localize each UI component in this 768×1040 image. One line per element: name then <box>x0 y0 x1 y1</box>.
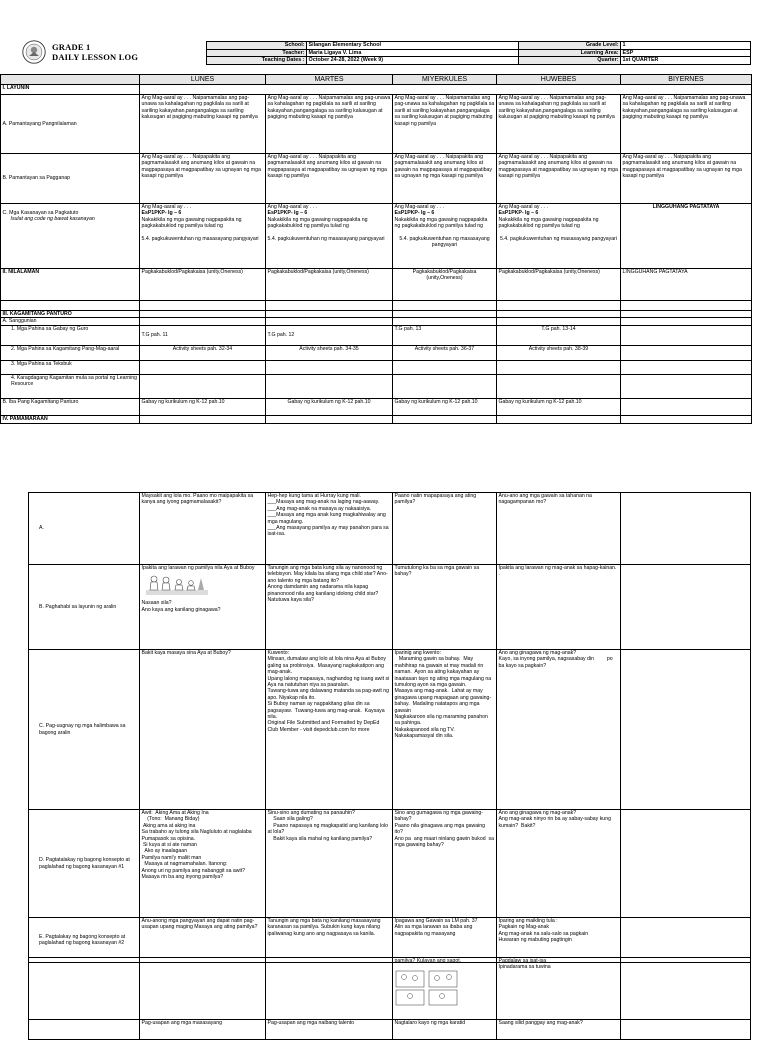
cell-wed: Ang Mag-aaral ay . . . Naipamamalas ang pag-unawa sa kahalagahan ng pagkilala sa sarili at sariling kakayahan,pangangalaga sa sariling kalusugan at pagiging mabuting kasapi ng pamilya <box>393 95 497 154</box>
row-label: 2. Mga Pahina sa Kagamitang Pang-Mag-aaral <box>1 345 140 360</box>
cell-wed: Ipagawa ang Gawain sa LM pah. 37 Alin sa mga larawan sa ibaba ang nagpapakita ng masayang <box>393 918 497 963</box>
row-pagtatalakay-2 <box>29 918 751 963</box>
cell-fri: LINGGUHANG PAGTATAYA <box>621 204 752 269</box>
row-blank <box>1 301 752 311</box>
item: 5.4. pagkukuwentuhan ng masasayang pangyayari <box>141 235 259 242</box>
cell-mon: Awit: Aking Ama at Aking Ina (Tono: Manang Biday) Aking ama at aking ina Sa trabaho ay tulong sila Nagluluto at naglalaba Pumapasok sa opisina. Si kuya at si ate naman Ako ay inaalagaan Pamilya nami'y maliit man Masaya at nagmamahalan. Itanong: Anong uri ng pamilya ang nabanggit sa awit? Masaya rin ba ang inyong pamilya? <box>140 810 266 918</box>
text: pamilya? Kulayan ang sagot. <box>394 958 462 964</box>
cell-wed: T.G pah. 13 <box>393 325 497 345</box>
row-label: B. Iba Pang Kagamitang Panturo <box>1 398 140 415</box>
row-karagdagang-kagamitan <box>1 374 752 398</box>
day-thursday: HUWEBES <box>497 75 621 85</box>
teacher-label: Teacher: <box>207 49 307 57</box>
section-title: III. KAGAMITANG PANTURO <box>1 311 140 318</box>
day-friday: BIYERNES <box>621 75 752 85</box>
cell-mon <box>140 204 266 269</box>
cell-thu: T.G pah. 13-14 <box>497 325 621 345</box>
cell-tue: Ang Mag-aaral ay . . . Naipamamalas ang pag-unawa sa kahalagahan ng pagkilala sa sarili at sariling kakayahan,pangangalaga sa sariling kalusugan at pagiging mabuting kasapi ng pamilya <box>266 95 393 154</box>
cell-tue: Pagkakabuklod/Pagkakaisa (unity,Oneness) <box>266 269 393 301</box>
family-illustration <box>146 574 264 598</box>
label-text: C. Mga Kasanayan sa Pagkatuto <box>2 210 79 216</box>
cell-wed: Gabay ng kurikulum ng K-12 pah.10 <box>393 398 497 415</box>
cell-fri: LINGGUHANG PAGTATAYA <box>621 269 752 301</box>
cell-fri: Ang Mag-aaral ay . . . Naipamamalas ang pag-unawa sa kahalagahan ng pagkilala sa sarili at sariling kakayahan,pangangalaga sa sariling kalusugan at pagiging mabuting kasapi ng pamilya <box>621 95 752 154</box>
cell-wed <box>393 204 497 269</box>
cell-wed: Pagkakabuklod/Pagkakaisa (unity,Oneness) <box>393 269 497 301</box>
corner-cell <box>1 75 140 85</box>
cell-wed <box>393 958 497 1020</box>
row-label: A. Pamantayang Pangnilalaman <box>1 95 140 154</box>
activity-pictures <box>395 970 495 1008</box>
row-label: 3. Mga Pahina sa Teksbuk <box>1 360 140 374</box>
item: 5.4. pagkukuwentuhan ng masasayang pangyayari <box>399 235 490 249</box>
text: Nakakikila ng mga gawaing nagpapakita ng pagkakabuklod ng pamilya tulad ng <box>267 216 368 230</box>
dll-title <box>52 42 138 62</box>
section-layunin-row <box>1 85 752 95</box>
cell-fri: Ang Mag-aaral ay . . . Naipapakita ang pagmamalasakit ang anumang kilos at gawain na magpapasaya at magpapatibay sa ugnayan ng mga kasapi ng pamilya <box>621 154 752 204</box>
cell-thu: Ipakita ang larawan ng mag-anak sa hapag-kainan. . <box>497 565 621 650</box>
cell-wed: Activity sheets pah. 36-37 <box>393 345 497 360</box>
section-kagamitan-row <box>1 311 752 318</box>
cell-thu: Saang silid panggay ang mag-anak? <box>497 1020 621 1040</box>
row-label: C. Pag-uugnay ng mga halimbawa sa bagong aralin <box>29 650 140 810</box>
cell-mon: Gabay ng kurikulum ng K-12 pah.10 <box>140 398 266 415</box>
deped-seal-logo <box>22 40 46 64</box>
row-label: A. <box>29 493 140 565</box>
cell-tue <box>266 204 393 269</box>
intro: Ang Mag-aaral ay . . . <box>394 204 445 210</box>
cell-thu: Anu-ano ang mga gawain sa tahanan na nagagampanan mo? <box>497 493 621 565</box>
row-label: B. Paghahabi sa layunin ng aralin <box>29 565 140 650</box>
day-header-row <box>1 75 752 85</box>
cell-fri <box>621 493 751 565</box>
row-balik-aral <box>29 493 751 565</box>
cell-tue: Tanungin ang mga bata kung sila ay nanonood ng telebisyon. May kilala ba silang mga child star? Ano-ano talento ng mga batang ito? Anong damdamin ang nadarama nila kapag pinanonood nila ang kanilang idolong child star? Natutuwa kaya sila? <box>266 565 393 650</box>
code: EsP1PKP- Ig – 6 <box>394 210 435 217</box>
code: EsP1PKP- Ig – 6 <box>267 210 308 217</box>
cell-tue: Kuwento: Minsan, dumalaw ang lolo at lola nina Aya at Buboy galing sa probinsiya. Masayang nagkakatipon ang mag-anak. Upang lalong mapasaya, naghandog ng isang awit si Aya na natutuhan niya sa paaralan. Tuwang-tuwa ang dalawang matanda sa pag-awit ng apo. Niyakap nila ito. Si Buboy naman ay nagpakitang gilas din sa pagsayaw. Tuwang-tuwa ang mag-anak. Kaysaya nila. Original File Submitted and Formatted by DepEd Club Member - visit depedclub.com for more <box>266 650 393 810</box>
row-label: 4. Karagdagang Kagamitan mula sa portal ng Learning Resource <box>1 374 140 398</box>
cell-fri <box>621 810 751 918</box>
row-sanggunian <box>1 318 752 325</box>
cell-thu: Gabay ng kurikulum ng K-12 pah.10 <box>497 398 621 415</box>
row-continued <box>29 958 751 1020</box>
cell-wed: Tumutulong ka ba sa mga gawain sa bahay? <box>393 565 497 650</box>
teacher-value: Maria Ligaya V. Lima <box>307 49 519 57</box>
cell-mon: Bakit kaya masaya sina Aya at Buboy? <box>140 650 266 810</box>
text: Nakakikila ng mga gawaing nagpapakita ng pagkakabuklod ng pamilya tulad ng <box>498 216 599 230</box>
cell-mon: Maysakit ang lola mo. Paano mo maipapakita sa kanya ang iyong pagmamalasakit? <box>140 493 266 565</box>
area-value: ESP <box>621 49 751 57</box>
school-label: School: <box>207 42 307 50</box>
code: EsP1PKP- Ig – 6 <box>141 210 182 217</box>
row-pamantayang-pangnilalaman <box>1 95 752 154</box>
cell-tue: Activity sheets pah. 34-35 <box>266 345 393 360</box>
day-wednesday: MIYERKULES <box>393 75 497 85</box>
cell-tue: T.G pah. 12 <box>266 325 393 345</box>
label-sub: Isulat ang code ng bawat kasanayan <box>10 216 95 223</box>
dates-label: Teaching Dates : <box>207 57 307 65</box>
cell-wed: Paano natin mapapasaya ang ating pamilya? <box>393 493 497 565</box>
cell-mon: Pag-usapan ang mga masasayang <box>140 1020 266 1040</box>
area-label: Learning Area: <box>519 49 621 57</box>
school-value: Silangan Elementary School <box>307 42 519 50</box>
cell-thu: Ang Mag-aaral ay . . . Naipapakita ang pagmamalasakit ang anumang kilos at gawain na magpapasaya at magpapatibay sa ugnayan ng mga kasapi ng pamilya <box>497 154 621 204</box>
cell-wed: Nagtalaro kayo ng mga karatid <box>393 1020 497 1040</box>
code: EsP1PKP- Ig – 6 <box>498 210 539 217</box>
cell-tue: Pag-usapan ang mga naibang talento <box>266 1020 393 1040</box>
row-label: II. NILALAMAN <box>1 269 140 301</box>
cell-fri <box>621 565 751 650</box>
cell-thu: Pagdalaw sa isat-isa Ipinadarama sa tuwina <box>497 958 621 1020</box>
section-title: IV. PAMAMARAAN <box>1 415 140 423</box>
text: Ipakita ang larawan ng pamilya nila Aya at Buboy <box>141 565 255 571</box>
cell-fri <box>621 918 751 963</box>
row-label: 1. Mga Pahina sa Gabay ng Guro <box>1 325 140 345</box>
cell-wed: Ang Mag-aaral ay . . . Naipapakita ang pagmamalasakit ang anumang kilos at gawain na magpapasaya at magpapatibay sa ugnayan ng mga kasapi ng pamilya <box>393 154 497 204</box>
row-pag-uugnay <box>29 650 751 810</box>
title-grade: GRADE 1 <box>52 42 91 52</box>
cell-thu: Ano ang ginagawa ng mag-anak? Ang mag-anak ninyo rin ba ay sabay-sabay kung kumain? Bakit? <box>497 810 621 918</box>
row-next <box>29 1020 751 1040</box>
dates-value: October 24-28, 2022 (Week 9) <box>307 57 519 65</box>
grade-value: 1 <box>621 42 751 50</box>
row-pagtatalakay-1 <box>29 810 751 918</box>
cell-thu: Ano ang ginagawa ng mag-anak? Kayo, sa inyong pamilya, nagsasabay din po ba kayo sa pagkain? <box>497 650 621 810</box>
row-nilalaman <box>1 269 752 301</box>
intro: Ang Mag-aaral ay . . . <box>141 204 192 210</box>
section-fill <box>140 85 752 95</box>
row-iba-pang-kagamitan <box>1 398 752 415</box>
header-info-table <box>206 41 751 65</box>
cell-wed: Sino ang gumagawa ng mga gawaing-bahay? Paano nila ginagawa ang mga gawaing ito? Ano pa ang maari ninlang gawin bukod sa mga gawaing bahay? <box>393 810 497 918</box>
row-label: A. Sanggunian <box>1 318 140 325</box>
dll-page3-table <box>28 957 751 1040</box>
section-pamamaraan-row <box>1 415 752 423</box>
cell-thu: Pagkakabuklod/Pagkakaisa (unity,Oneness) <box>497 269 621 301</box>
cell-mon: Pagkakabuklod/Pagkakaisa (unity,Oneness) <box>140 269 266 301</box>
section-title: I. LAYUNIN <box>1 85 140 95</box>
text: Nakakikila ng mga gawaing nagpapakita ng pagkakabuklod ng pamilya tulad ng <box>141 216 242 230</box>
quarter-label: Quarter: <box>519 57 621 65</box>
cell-tue: Tanungin ang mga bata ng kanilang masasayang karanasan sa pamilya. Subukin kung kaya nilang ipaliwanag kung ano ang nagpasaya sa kanila. <box>266 918 393 963</box>
cell-mon: Anu-anong mga pangyayari ang dapat natin pag-usapan upang maging Masaya ang ating pamilya? <box>140 918 266 963</box>
cell-thu: Activity sheets pah. 38-39 <box>497 345 621 360</box>
item: 5.4. pagkukuwentuhan ng masasayang pangyayari <box>267 235 385 242</box>
cell-tue: Sinu-sino ang dumating na panauhin? Saan sila galing? Paano napasaya ng magkapatid ang kanilang lolo at lola? Bakit kaya sila mahal ng kanilang pamilya? <box>266 810 393 918</box>
row-pamantayan-sa-pagganap <box>1 154 752 204</box>
dll-procedure-table <box>28 492 751 963</box>
cell-mon <box>140 565 266 650</box>
grade-label: Grade Level: <box>519 42 621 50</box>
cell-fri <box>621 650 751 810</box>
cell-thu: Iparing ang maikling tula : Pagkain ng Mag-anak Ang mag-anak na salu-salo sa pagkain Huwaran ng mabuting pagtingin <box>497 918 621 963</box>
cell-tue: Ang Mag-aaral ay . . . Naipapakita ang pagmamalasakit ang anumang kilos at gawain na magpapasaya at magpapatibay sa ugnayan ng mga kasapi ng pamilya <box>266 154 393 204</box>
day-tuesday: MARTES <box>266 75 393 85</box>
row-paghahabi <box>29 565 751 650</box>
cell-thu <box>497 204 621 269</box>
day-monday: LUNES <box>140 75 266 85</box>
cell-wed: Iparinig ang kwento: Maraming gawin sa bahay. May mahihirap na gawain at may madali rin naman. Ayon sa ating kakayahan ay inaatasan tayo ng ating mga magulang na tumulong ayon sa mga gawain. Masaya ang mag-anak. Lahat ay may ginagawa upang mapagaan ang gawaing-bahay. Madaling natatapos ang mga gawain Nagkakaroon sila ng maraming panahon sa pahinga. Nakakapanood sila ng TV. Nakakapamasyal din sila. <box>393 650 497 810</box>
questions: Nasaan sila? Ano kaya ang kanilang ginagawa? <box>141 600 221 613</box>
intro: Ang Mag-aaral ay . . . <box>498 204 549 210</box>
cell-mon: Activity sheets pah. 32-34 <box>140 345 266 360</box>
row-teksbuk <box>1 360 752 374</box>
cell-thu: Ang Mag-aaral ay . . . Naipamamalas ang pag-unawa sa kahalagahan ng pagkilala sa sarili at sariling kakayahan,pangangalaga sa sariling kalusugan at pagiging mabuting kasapi ng pamilya <box>497 95 621 154</box>
row-label: D. Pagtatalakay ng bagong konsepto at paglalahad ng bagong kasanayan #1 <box>29 810 140 918</box>
row-label: B. Pamantayan sa Pagganap <box>1 154 140 204</box>
cell-tue: Gabay ng kurikulum ng K-12 pah.10 <box>266 398 393 415</box>
cell-tue: Hep-hep kung tama at Hurray kung mali. ___Masaya ang mag-anak na laging nag-aaway. ___Ang mag-anak na masaya ay nakaaisiya. ___Masaya ang mga anak kung magkahiwalay ang mga magulang. ___Ang masayang pamilya ay may panahon para sa isat-isa. <box>266 493 393 565</box>
row-label: E. Pagtalakay ng bagong konsepto at paglalahad ng bagong kasanayan #2 <box>29 918 140 963</box>
text: Nakakikila ng mga gawaing nagpapakita ng pagkakabuklod ng pamilya tulad ng <box>394 216 488 230</box>
cell-mon: T.G pah. 11 <box>140 325 266 345</box>
cell-mon: Ang Mag-aaral ay . . . Naipapakita ang pagmamalasakit ang anumang kilos at gawain na magpapasaya at magpapatibay sa ugnayan ng mga kasapi ng pamilya <box>140 154 266 204</box>
row-mga-kasanayan <box>1 204 752 269</box>
item: 5.4. pagkukuwentuhan ng masasayang pangyayari <box>499 235 618 242</box>
intro: Ang Mag-aaral ay . . . <box>267 204 318 210</box>
row-gabay-guro <box>1 325 752 345</box>
title-dll: DAILY LESSON LOG <box>52 52 139 62</box>
cell-mon: Ang Mag-aaral ay . . . Naipamamalas ang pag-unawa sa kahalagahan ng pagkilala sa sarili at sariling kakayahan,pangangalaga sa sariling kalusugan at pagiging mabuting kasapi ng pamilya <box>140 95 266 154</box>
row-kagamitang-pang-mag-aaral <box>1 345 752 360</box>
quarter-value: 1st QUARTER <box>621 57 751 65</box>
row-label <box>1 204 140 269</box>
dll-main-table <box>0 74 752 424</box>
